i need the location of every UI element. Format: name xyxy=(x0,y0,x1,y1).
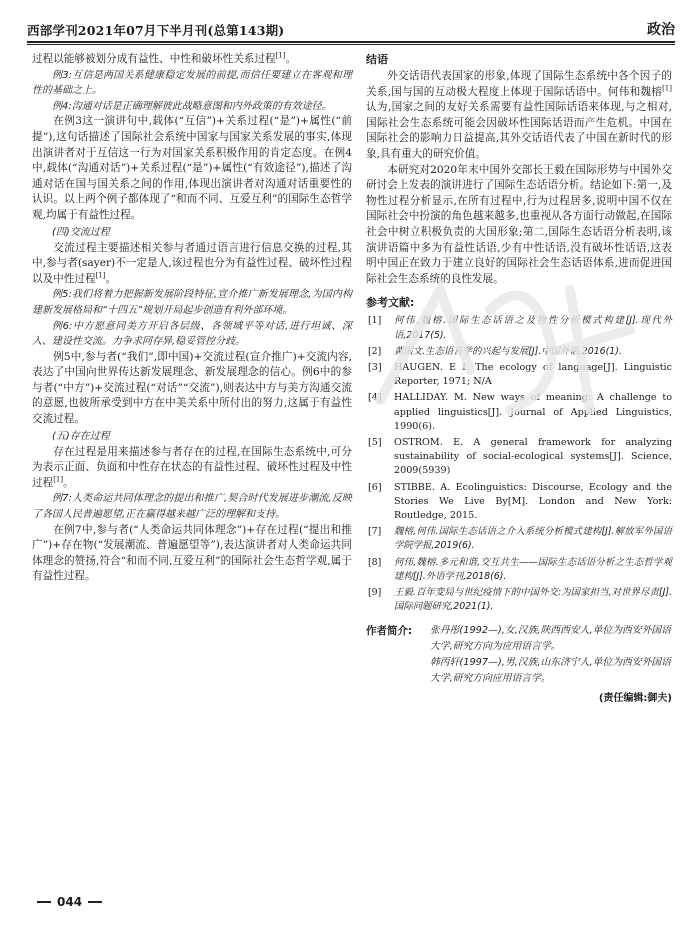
paragraph: 存在过程是用来描述参与者存在的过程,在国际生态系统中,可分为表示正面、负面和中性存在状态的有益性过程、破坏性过程及中性过程[1]。 xyxy=(32,445,352,489)
paragraph: 外交话语代表国家的形象,体现了国际生态系统中各个因子的关系,国与国的互动极大程度上体现于国际话语中。何伟和魏榕[1]认为,国家之间的友好关系需要有益性国际话语来体现,与之相对,国际社会生态系统可能会因破坏性国际话语而产生危机。中国在国际社会的影响力日益提高,其外交话语代表了中国在新时代的形象,具有重大的研究价值。 xyxy=(366,70,672,160)
paragraph: 在例3这一演讲句中,载体(“互信”)+关系过程(“是”)+属性(“前提”),这句话描述了国际社会系统中国家与国家关系发展的事实,体现出演讲者对于互信这一行为对国家关系积极作用的肯定态度。在例4中,载体(“沟通对话”)+关系过程(“是”)+属性(“有效途径”),描述了沟通对话在国与国关系之间的作用,体现出演讲者对沟通对话重要性的认识。以上两个例子都体现了“和而不同、互爱互利”的国际生态哲学观,均属于有益性过程。 xyxy=(32,115,352,221)
example-6: 例6:中方愿意同美方开启各层级、各领域平等对话,进行坦诚、深入、建设性交流。力争求同存异,稳妥管控分歧。 xyxy=(32,320,352,348)
reference-item: [5] OSTROM. E. A general framework for analyzing sustainability of social-ecological systems[J]. Science, 2009(5939) xyxy=(368,436,672,477)
conclusion-heading: 结语 xyxy=(366,53,388,66)
section-tag: 政治 xyxy=(647,22,675,38)
right-column xyxy=(366,52,672,704)
citation: [1] xyxy=(662,84,672,93)
footer-dash-left xyxy=(37,901,51,903)
reference-item: [2] 黄国文.生态语言学的兴起与发展[J].中国外语,2016(1). xyxy=(368,345,622,357)
running-header xyxy=(27,18,675,40)
reference-item: [1] 何伟,魏榕.国际生态话语之及物性分析模式构建[J].现代外语,2017(5). xyxy=(368,315,672,341)
example-4: 例4:沟通对话是正确理解彼此战略意图和内外政策的有效途径。 xyxy=(52,100,332,112)
reference-item: [3] HAUGEN. E I. The ecology of language[J]. Linguistic Reporter, 1971; N/A xyxy=(368,361,672,388)
header-rule-thin xyxy=(27,44,675,45)
subsection-heading: (四)交流过程 xyxy=(52,226,110,238)
reference-item: [6] STIBBE. A. Ecolinguistics: Discourse, Ecology and the Stories We Live By[M]. London and New York: Routledge, 2015. xyxy=(368,481,672,521)
editor-credit: (责任编辑:御夫) xyxy=(598,693,672,705)
citation: [1] xyxy=(95,271,106,280)
author-bio xyxy=(366,623,672,687)
author-2: 韩丙轩(1997—),男,汉族,山东济宁人,单位为西安外国语大学,研究方向应用语言学。 xyxy=(430,657,671,685)
references-heading: 参考文献: xyxy=(366,296,415,310)
example-5: 例5:我们将着力把握新发展阶段特征,宣介推广新发展理念,为国内构建新发展格局和“十四五”规划开局起步创造有利外部环境。 xyxy=(32,289,352,316)
subsection-heading: (五)存在过程 xyxy=(52,430,110,442)
paragraph: 交流过程主要描述相关参与者通过语言进行信息交换的过程,其中,参与者(sayer)不一定是人,该过程也分为有益性过程、破坏性过程以及中性过程[1]。 xyxy=(32,241,352,285)
journal-masthead: 西部学刊2021年07月下半月刊(总第143期) xyxy=(27,23,285,38)
paragraph: 过程以能够被划分成有益性、中性和破坏性关系过程[1]。 xyxy=(32,51,297,65)
author-1: 张丹彤(1992—),女,汉族,陕西西安人,单位为西安外国语大学,研究方向为应用语言学。 xyxy=(430,625,671,653)
reference-item: [9] 王毅.百年变局与世纪疫情下的中国外交:为国家担当,对世界尽责[J].国际问题研究,2021(1). xyxy=(368,586,672,613)
page-number: 044 xyxy=(57,895,83,909)
citation: [1] xyxy=(275,51,286,60)
paragraph: 本研究对2020年末中国外交部长王毅在国际形势与中国外交研讨会上发表的演讲进行了国际生态话语分析。结论如下:第一,及物性过程分析显示,在所有过程中,行为过程居多,说明中国不仅在国际社会中扮演的角色越来越多,也重视从各方面行动做起,在国际社会中树立积极负责的大国形象;第二,国际生态话语分析表明,该演讲语篇中多为有益性话语,少有中性话语,没有破坏性话语,这表明中国正在致力于建立良好的国际社会生态话语体系,进而促进国际社会生态系统的良性发展。 xyxy=(366,163,672,285)
reference-item: [4] HALLIDAY. M. New ways of meaning: A challenge to applied linguistics[J]. Journal of Applied Linguistics, 1990(6). xyxy=(368,392,672,432)
author-label: 作者简介: xyxy=(366,625,413,638)
left-column xyxy=(32,52,352,585)
reference-list xyxy=(366,314,672,614)
reference-item: [8] 何伟,魏榕.多元和谐,交互共生——国际生态话语分析之生态哲学观建构[J].外语学刊,2018(6). xyxy=(368,556,672,582)
citation: [1] xyxy=(53,475,64,484)
footer-dash-right xyxy=(88,901,102,903)
header-rule-thick xyxy=(27,41,675,43)
page-footer xyxy=(37,895,102,909)
reference-item: [7] 魏榕,何伟.国际生态话语之介入系统分析模式建构[J].解放军外国语学院学报,2019(6). xyxy=(368,526,672,552)
example-7: 例7:人类命运共同体理念的提出和推广,契合时代发展进步潮流,反映了各国人民普遍愿望,正在赢得越来越广泛的理解和支持。 xyxy=(32,493,352,521)
example-3: 例3:互信是两国关系健康稳定发展的前提,而信任要建立在客观和理性的基础之上。 xyxy=(32,69,352,97)
paragraph: 在例7中,参与者(“人类命运共同体理念”)+存在过程(“提出和推广”)+存在物(“发展潮流、普遍愿望等”),表达演讲者对人类命运共同体理念的赞扬,符合“和而不同,互爱互利”的国际社会生态哲学观,属于有益性过程。 xyxy=(32,523,352,583)
paragraph: 例5中,参与者(“我们”,即中国)+交流过程(宣介推广)+交流内容,表达了中国向世界传达新发展理念、新发展理念的信心。例6中的参与者(“中方”)+交流过程(“对话”“交流”),则表达中方与美方沟通交流的意愿,也彼所承受到中方在中美关系中所付出的努力,这属于有益性交流过程。 xyxy=(32,350,352,426)
